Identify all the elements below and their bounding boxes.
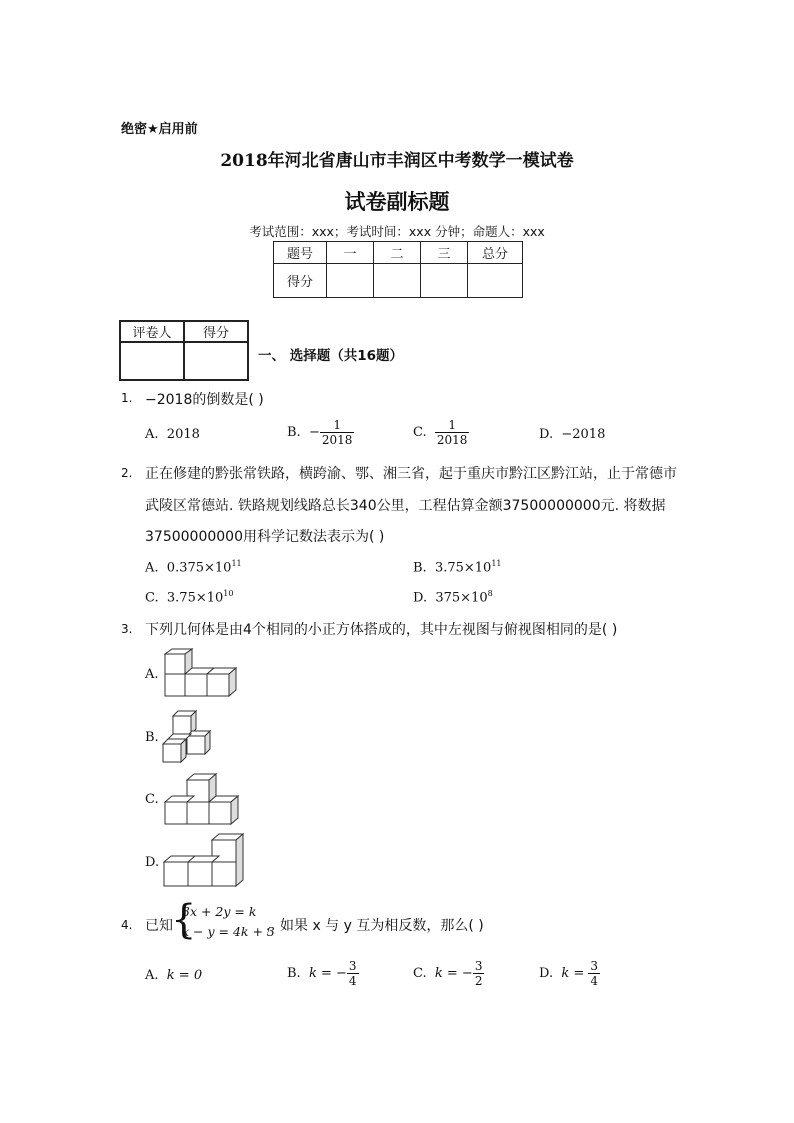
score-cell[interactable] [421, 264, 468, 298]
question-number: 4. [121, 918, 133, 932]
option-b-label: B. [145, 730, 159, 745]
option-c[interactable] [145, 589, 233, 605]
cubes-d-icon [162, 832, 250, 890]
equation-system [182, 902, 275, 942]
fraction-numerator: 1 [320, 418, 355, 433]
option-label: C. [145, 590, 159, 606]
option-a-cube-figure[interactable] [163, 648, 243, 698]
option-label: A. [145, 560, 159, 576]
brace-icon: { [171, 897, 197, 943]
option-d-cube-figure[interactable] [162, 832, 250, 890]
score-cell[interactable] [327, 264, 374, 298]
option-exponent: 11 [491, 559, 502, 568]
score-header-cell: 总分 [468, 242, 523, 264]
equation-1: 3x + 2y = k [182, 904, 257, 919]
option-base: 0.375×10 [166, 560, 232, 576]
option-a[interactable] [145, 559, 242, 575]
fraction [347, 959, 359, 988]
exam-info: 考试范围：xxx；考试时间：xxx 分钟；命题人：xxx [249, 224, 545, 239]
grader-table [119, 320, 249, 381]
fraction [588, 959, 600, 988]
option-exponent: 8 [487, 589, 493, 598]
grader-cell[interactable] [120, 342, 184, 380]
fraction-numerator: 1 [435, 418, 470, 433]
equation-2: x − y = 4k + 3 [182, 924, 275, 939]
option-exponent: 11 [231, 559, 242, 568]
score-header-cell: 二 [374, 242, 421, 264]
option-c[interactable] [413, 959, 484, 988]
option-label: C. [413, 966, 427, 981]
fraction-denominator: 2 [474, 974, 483, 988]
option-d-label: D. [145, 855, 160, 870]
section-title: 一、 选择题（共16题） [258, 348, 403, 364]
option-label: C. [413, 425, 427, 440]
question-prefix: 已知 [145, 918, 173, 934]
score-cell[interactable] [374, 264, 421, 298]
option-b[interactable] [413, 559, 502, 575]
question-number: 1. [121, 391, 133, 405]
cubes-b-icon [161, 710, 221, 766]
option-value: k = 0 [166, 968, 203, 983]
option-b-cube-figure[interactable] [161, 710, 221, 766]
question-number: 3. [121, 622, 133, 636]
option-lhs: k = − [434, 966, 473, 981]
fraction-denominator: 2018 [436, 433, 468, 447]
option-a-label: A. [145, 667, 159, 682]
score-header-cell: 三 [421, 242, 468, 264]
fraction [320, 418, 355, 447]
option-a[interactable] [145, 427, 200, 442]
fraction-denominator: 2018 [321, 433, 353, 447]
option-base: 375×10 [435, 590, 488, 606]
option-label: A. [145, 427, 159, 442]
option-c-label: C. [145, 792, 159, 807]
confidential-mark: 绝密★启用前 [121, 122, 198, 137]
option-value: −2018 [561, 427, 606, 442]
option-base: 3.75×10 [434, 560, 492, 576]
score-table [273, 241, 523, 298]
option-label: D. [539, 966, 554, 981]
option-d[interactable] [539, 959, 600, 988]
option-label: B. [287, 425, 301, 440]
fraction-numerator: 3 [474, 959, 483, 973]
option-value: 2018 [166, 427, 200, 442]
grader-header-cell: 得分 [184, 321, 248, 342]
fraction-numerator: 3 [348, 959, 357, 973]
fraction-denominator: 4 [348, 974, 357, 988]
question-number: 2. [121, 466, 133, 480]
option-lhs: k = − [308, 966, 347, 981]
score-header-cell: 一 [327, 242, 374, 264]
option-d[interactable] [413, 589, 493, 605]
option-label: B. [413, 560, 427, 576]
grader-header-cell: 评卷人 [120, 321, 184, 342]
cubes-c-icon [163, 772, 245, 828]
question-text: 下列几何体是由4个相同的小正方体搭成的，其中左视图与俯视图相同的是( ) [145, 622, 618, 638]
cubes-a-icon [163, 648, 243, 698]
exam-title: 2018年河北省唐山市丰润区中考数学一模试卷 [220, 151, 574, 171]
option-lhs: k = [561, 966, 589, 981]
grader-cell[interactable] [184, 342, 248, 380]
option-label: D. [413, 590, 428, 606]
option-c-cube-figure[interactable] [163, 772, 245, 828]
fraction-denominator: 4 [590, 974, 599, 988]
option-b[interactable] [287, 959, 359, 988]
score-row-label: 得分 [274, 264, 327, 298]
option-d[interactable] [539, 427, 605, 442]
option-a[interactable] [145, 968, 202, 983]
question-text-line: 武陵区常德站. 铁路规划线路总长340公里，工程估算金额37500000000元. 将数据 [145, 498, 666, 514]
option-label: D. [539, 427, 554, 442]
option-exponent: 10 [223, 589, 234, 598]
option-c[interactable] [413, 418, 469, 447]
exam-subtitle: 试卷副标题 [344, 190, 450, 214]
question-text-line: 正在修建的黔张常铁路，横跨渝、鄂、湘三省，起于重庆市黔江区黔江站，止于常德市 [145, 466, 677, 482]
question-text-line: 37500000000用科学记数法表示为( ) [145, 529, 385, 545]
option-b[interactable] [287, 418, 354, 447]
option-label: A. [145, 968, 159, 983]
score-header-cell: 题号 [274, 242, 327, 264]
option-label: B. [287, 966, 301, 981]
option-sign: − [308, 425, 320, 440]
fraction [473, 959, 485, 988]
fraction-numerator: 3 [590, 959, 599, 973]
fraction [435, 418, 470, 447]
option-base: 3.75×10 [166, 590, 224, 606]
question-suffix: ，如果 x 与 y 互为相反数，那么( ) [266, 918, 484, 934]
question-text: −2018的倒数是( ) [145, 392, 264, 408]
score-cell[interactable] [468, 264, 523, 298]
